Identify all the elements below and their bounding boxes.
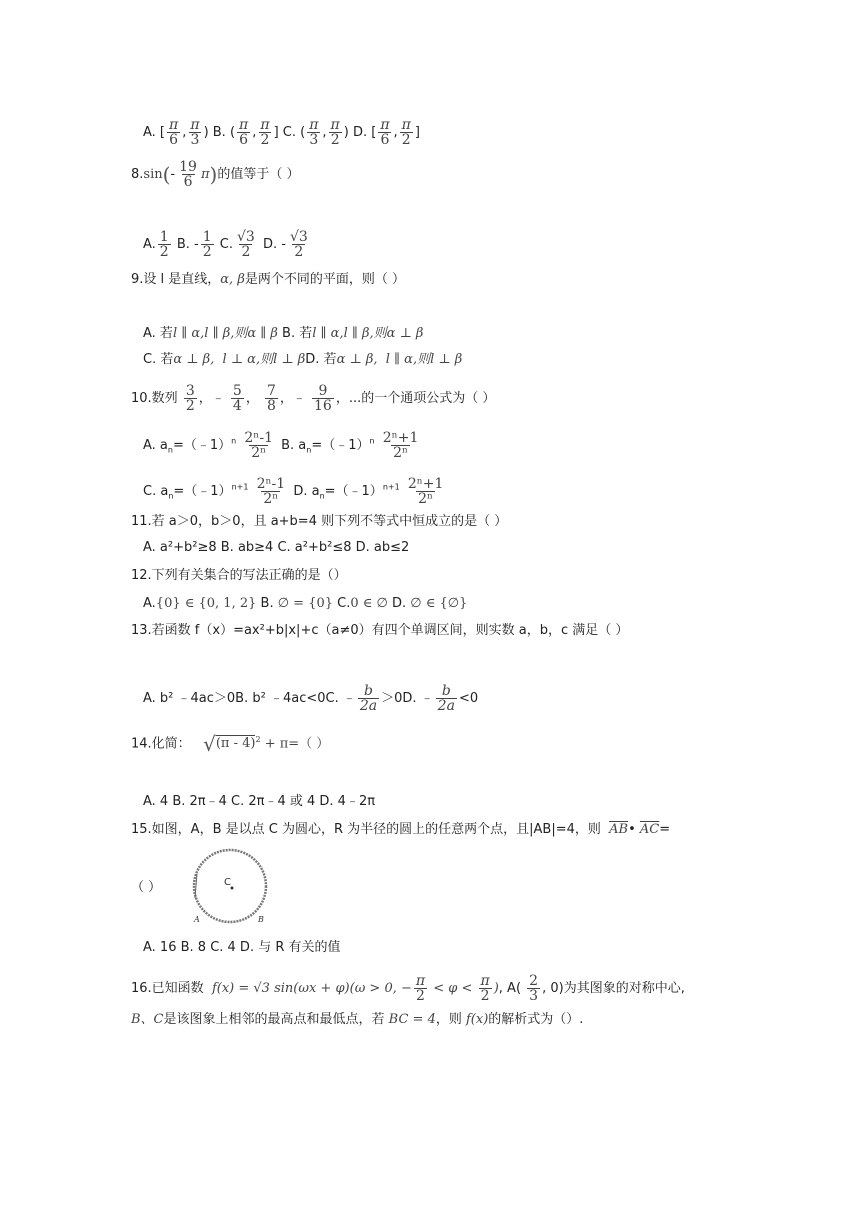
q11-options: A. a²+b²≥8 B. ab≥4 C. a²+b²≤8 D. ab≤2 <box>143 540 410 555</box>
q13-options: A. b² ﹣4ac＞0B. b² ﹣4ac<0C. ﹣ $\frac{b}{2a}$ ＞0D. ﹣ $\frac{b}{2a}$ <0 <box>143 683 479 714</box>
q12-stem: 12.下列有关集合的写法正确的是（） <box>131 568 347 583</box>
q12-options: A.{0} ∈ {0, 1, 2} B. ∅ = {0} C.0 ∈ ∅ D. ∅ ∈ {∅} <box>143 596 468 611</box>
label-b: B <box>258 915 264 924</box>
q15-paren: （ ） <box>131 880 162 895</box>
q7-options: A. [ $\frac{\pi}{6}$ , $\frac{\pi}{3}$ ) B. ( $\frac{\pi}{6}$ , $\frac{\pi}{2}$ ] C. ( $\frac{\pi}{3}$ , $\frac{\pi}{2}$ ) D. [ $\frac{\pi}{6}$ , $\frac{\pi}{2}$ ] <box>143 117 420 148</box>
q11-stem: 11.若 a＞0，b＞0，且 a+b=4 则下列不等式中恒成立的是（ ） <box>131 514 508 529</box>
q14-stem: 14.化简： √(π - 4)$^2$ + π=（ ） <box>131 731 330 756</box>
q9-options-cd: C. 若α ⊥ β, l ⊥ α,则l ⊥ βD. 若α ⊥ β, l ∥ α,则l ⊥ β <box>143 352 463 367</box>
label-a: A <box>194 915 200 924</box>
q15-stem: 15.如图，A，B 是以点 C 为圆心，R 为半径的圆上的任意两个点，且|AB|=4，则 $\overline{AB}•$ $\overline{AC}=$ <box>131 822 671 837</box>
q13-stem: 13.若函数 f（x）=ax²+b|x|+c（a≠0）有四个单调区间，则实数 a，b，c 满足（ ） <box>131 623 629 638</box>
q15-options: A. 16 B. 8 C. 4 D. 与 R 有关的值 <box>143 940 341 955</box>
q10-options-cd: C. $a_n=(﹣1)^{n+1}$ $\frac{\text{2ⁿ-1}}{\text{2ⁿ}}$ D. $a_n=(﹣1)^{n+1}$ $\frac{\text{2ⁿ+1}}{\text{2ⁿ}}$ <box>143 476 444 507</box>
q10-stem: 10.数列 $\frac{3}{2}$ ，﹣ $\frac{5}{4}$ ， $\frac{7}{8}$ ，﹣ $\frac{9}{16}$ ，...的一个通项公式为（ ） <box>131 383 496 414</box>
circle-diagram <box>188 848 272 924</box>
q8-stem: 8.sin(- $\frac{19}{6}$ π)的值等于（ ） <box>131 159 300 190</box>
q9-stem: 9.设 l 是直线，α, β是两个不同的平面，则（ ） <box>131 272 405 287</box>
q10-options-ab: A. $a_n=(﹣1)^n$ $\frac{\text{2ⁿ-1}}{\text{2ⁿ}}$ B. $a_n=(﹣1)^n$ $\frac{\text{2ⁿ+1}}{\text{2ⁿ}}$ <box>143 430 419 461</box>
q16-stem: 16.已知函数 f(x) = √3 sin(ωx + φ)(ω > 0, − $\frac{\pi}{2}$ < φ < $\frac{\pi}{2}$ ), A( $\frac{2}{3}$ , 0)为其图象的对称中心, <box>131 973 685 1004</box>
q8-options: A. $\frac{1}{2}$ B. - $\frac{1}{2}$ C. $\frac{√3}{2}$ D. - $\frac{√3}{2}$ <box>143 229 308 260</box>
label-c: C <box>224 877 231 888</box>
q16-line2: B、C是该图象上相邻的最高点和最低点，若 BC = 4，则 f(x)的解析式为（）. <box>131 1012 584 1027</box>
q9-options-ab: A. 若l ∥ α,l ∥ β,则α ∥ β B. 若l ∥ α,l ∥ β,则α ⊥ β <box>143 326 424 341</box>
circle-figure <box>188 848 272 924</box>
q14-options: A. 4 B. 2π﹣4 C. 2π﹣4 或 4 D. 4﹣2π <box>143 794 376 809</box>
